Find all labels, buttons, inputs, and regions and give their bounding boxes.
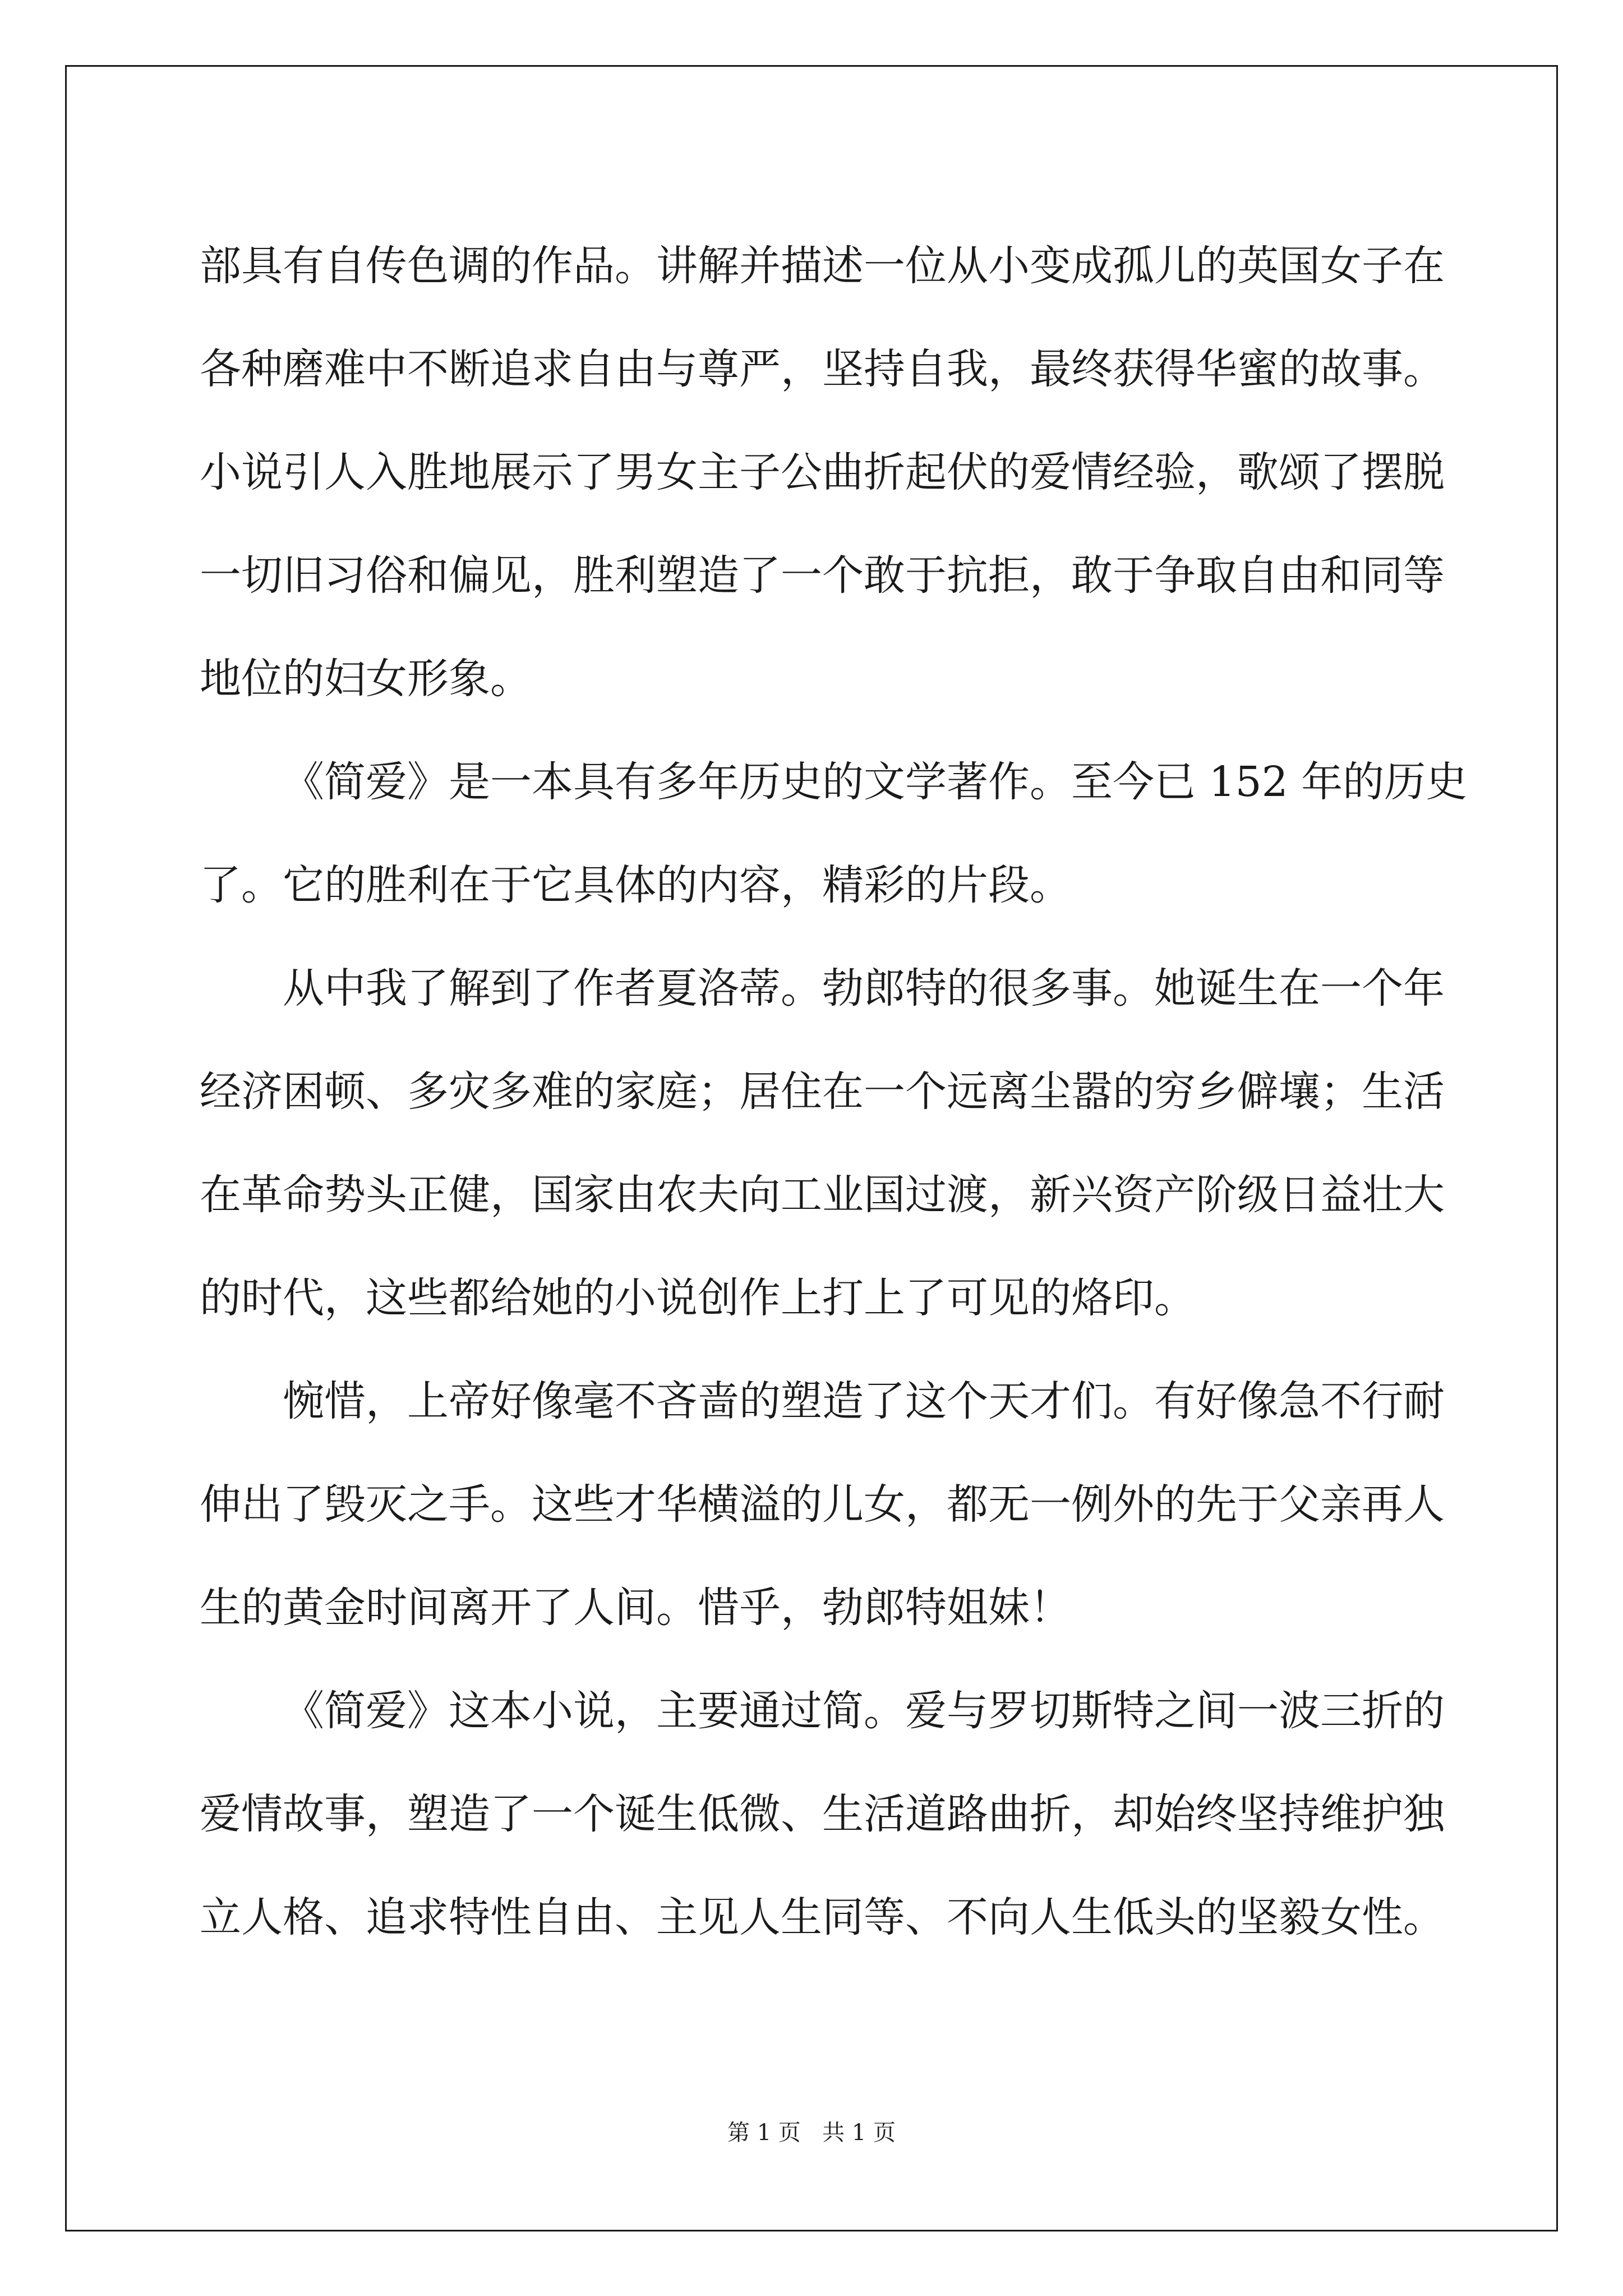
text-line: 地位的妇女形象。 xyxy=(200,655,532,703)
text-line: 部具有自传色调的作品。讲解并描述一位从小变成孤儿的英国女子在 xyxy=(200,242,1445,290)
text-line: 了。它的胜利在于它具体的内容，精彩的片段。 xyxy=(200,861,1071,909)
text-line: 各种磨难中不断追求自由与尊严，坚持自我，最终获得华蜜的故事。 xyxy=(200,345,1445,393)
page-number-footer: 第 1 页 共 1 页 xyxy=(727,2120,896,2146)
text-line: 生的黄金时间离开了人间。惜乎，勃郎特姐妹！ xyxy=(200,1584,1071,1632)
text-line: 惋惜，上帝好像毫不吝啬的塑造了这个天才们。有好像急不行耐 xyxy=(283,1377,1445,1425)
text-line: 伸出了毁灭之手。这些才华横溢的儿女，都无一例外的先于父亲再人 xyxy=(200,1480,1445,1529)
text-line: 经济困顿、多灾多难的家庭；居住在一个远离尘嚣的穷乡僻壤；生活 xyxy=(200,1068,1445,1116)
text-line: 《简爱》这本小说，主要通过简。爱与罗切斯特之间一波三折的 xyxy=(283,1687,1445,1735)
text-line: 爱情故事，塑造了一个诞生低微、生活道路曲折，却始终坚持维护独 xyxy=(200,1790,1445,1838)
paragraph-5 xyxy=(200,1659,1445,1969)
paragraph-2 xyxy=(200,730,1468,937)
text-line: 一切旧习俗和偏见，胜利塑造了一个敢于抗拒，敢于争取自由和同等 xyxy=(200,551,1445,600)
text-line: 《简爱》是一本具有多年历史的文学著作。至今已 152 年的历史 xyxy=(283,758,1468,806)
paragraph-3 xyxy=(200,937,1445,1350)
text-line: 在革命势头正健，国家由农夫向工业国过渡，新兴资产阶级日益壮大 xyxy=(200,1171,1445,1219)
document-body xyxy=(200,214,1468,1969)
text-line: 小说引人入胜地展示了男女主子公曲折起伏的爱情经验，歌颂了摆脱 xyxy=(200,448,1445,496)
text-line: 从中我了解到了作者夏洛蒂。勃郎特的很多事。她诞生在一个年 xyxy=(283,964,1445,1013)
paragraph-1 xyxy=(200,214,1445,730)
text-line: 的时代，这些都给她的小说创作上打上了可见的烙印。 xyxy=(200,1274,1196,1322)
paragraph-4 xyxy=(200,1350,1445,1659)
text-line: 立人格、追求特性自由、主见人生同等、不向人生低头的坚毅女性。 xyxy=(200,1893,1445,1941)
